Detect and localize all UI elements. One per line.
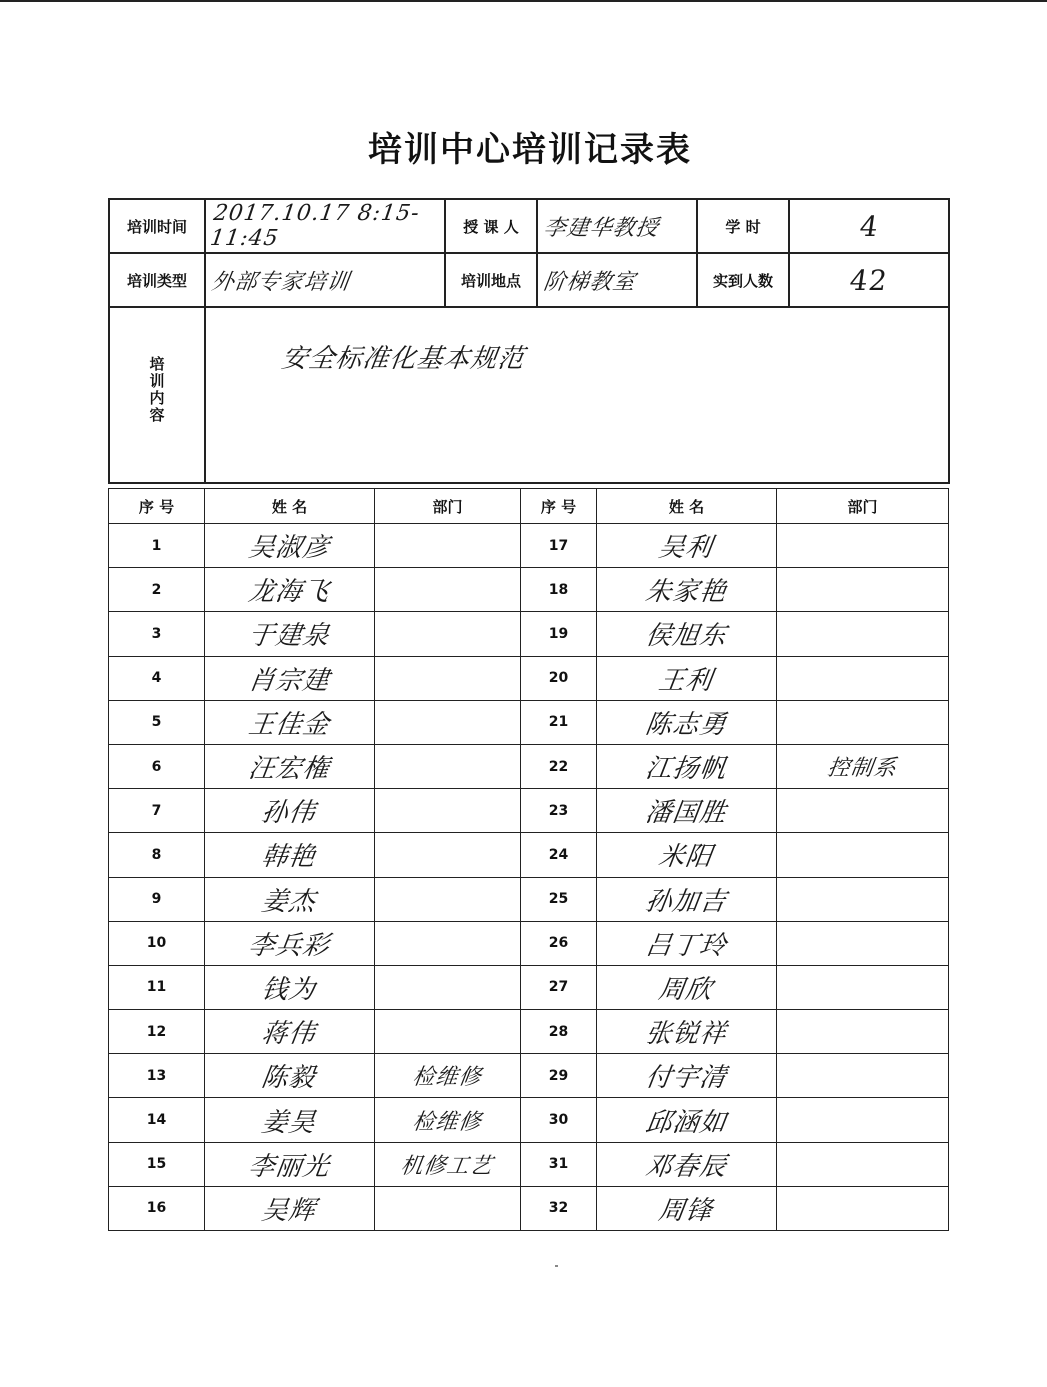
row-seq-right: 19 [521,612,597,656]
row-name-left [205,1142,375,1186]
table-row [109,1142,949,1186]
row-dept-right [777,1010,949,1054]
row-dept-left [375,1010,521,1054]
table-row [109,1186,949,1230]
row-name-right [597,568,777,612]
row-seq-right: 20 [521,656,597,700]
row-name-right [597,744,777,788]
col-dept-left: 部门 [375,489,521,524]
row-dept-right [777,921,949,965]
row-dept-left [375,965,521,1009]
row-name-right-text: 吴利 [657,533,716,564]
row-seq-left: 12 [109,1010,205,1054]
row-dept-right [777,612,949,656]
row-seq-left: 16 [109,1186,205,1230]
row-seq-right: 28 [521,1010,597,1054]
row-name-right [597,1010,777,1054]
teacher-value [537,199,697,253]
row-name-right [597,612,777,656]
row-seq-right: 32 [521,1186,597,1230]
content-text: 安全标准化基本规范 [279,344,527,374]
row-name-left [205,1010,375,1054]
row-seq-right: 21 [521,700,597,744]
row-dept-right [777,1142,949,1186]
top-border-line [0,0,1047,2]
row-dept-left-text: 检维修 [410,1065,484,1091]
hours-value [789,199,949,253]
row-name-right [597,877,777,921]
row-seq-left: 4 [109,656,205,700]
row-name-right-text: 张锐祥 [643,1019,729,1050]
row-seq-left: 13 [109,1054,205,1098]
row-dept-left [375,1142,521,1186]
row-seq-left: 15 [109,1142,205,1186]
content-row [109,307,949,483]
header-table [108,198,950,484]
training-place-label: 培训地点 [445,253,537,307]
row-dept-left [375,568,521,612]
row-name-right [597,1054,777,1098]
row-seq-right: 27 [521,965,597,1009]
row-name-left-text: 李兵彩 [246,930,332,961]
row-name-left-text: 姜杰 [260,886,319,917]
teacher-label: 授 课 人 [445,199,537,253]
row-name-left-text: 蒋伟 [260,1019,319,1050]
hours-text: 4 [857,209,881,243]
row-name-right-text: 米阳 [657,842,716,873]
row-dept-left [375,744,521,788]
hours-label: 学 时 [697,199,789,253]
row-dept-left [375,1054,521,1098]
row-seq-left: 6 [109,744,205,788]
row-dept-left [375,1098,521,1142]
row-dept-right [777,744,949,788]
attendance-label: 实到人数 [697,253,789,307]
training-type-text: 外部专家培训 [209,269,352,295]
row-name-left-text: 肖宗建 [246,665,332,696]
table-row [109,833,949,877]
row-dept-right [777,700,949,744]
row-name-right [597,1186,777,1230]
training-time-label: 培训时间 [109,199,205,253]
row-name-right-text: 付宇清 [643,1063,729,1094]
row-name-right [597,965,777,1009]
row-name-left-text: 陈毅 [260,1063,319,1094]
teacher-text: 李建华教授 [541,215,661,241]
row-name-right-text: 周锋 [657,1195,716,1226]
content-label-cell [109,307,205,483]
col-seq-left: 序 号 [109,489,205,524]
row-name-left-text: 孙伟 [260,798,319,829]
row-name-right-text: 邱涵如 [643,1107,729,1138]
row-seq-left: 5 [109,700,205,744]
row-name-left-text: 王佳金 [246,709,332,740]
row-dept-right [777,833,949,877]
row-dept-left [375,656,521,700]
row-dept-right-text: 控制系 [825,756,899,782]
row-name-right-text: 潘国胜 [643,798,729,829]
row-name-right [597,524,777,568]
row-dept-left-text: 检维修 [410,1109,484,1135]
row-name-left-text: 吴辉 [260,1195,319,1226]
table-row [109,877,949,921]
row-name-left [205,1098,375,1142]
row-name-right-text: 周欣 [657,974,716,1005]
row-seq-left: 14 [109,1098,205,1142]
row-seq-left: 10 [109,921,205,965]
row-seq-left: 11 [109,965,205,1009]
row-seq-right: 26 [521,921,597,965]
row-dept-right [777,524,949,568]
training-type-label: 培训类型 [109,253,205,307]
row-name-right [597,1142,777,1186]
table-row [109,1054,949,1098]
training-time-text: 2017.10.17 8:15-11:45 [208,201,422,251]
row-name-right [597,789,777,833]
row-seq-left: 1 [109,524,205,568]
row-name-right [597,921,777,965]
table-row [109,789,949,833]
row-dept-left [375,1186,521,1230]
training-type-value [205,253,445,307]
row-name-right [597,656,777,700]
row-name-right-text: 朱家艳 [643,577,729,608]
row-name-right-text: 陈志勇 [643,709,729,740]
row-seq-right: 29 [521,1054,597,1098]
row-name-left [205,700,375,744]
row-dept-right [777,656,949,700]
col-name-right: 姓 名 [597,489,777,524]
row-name-right [597,700,777,744]
attendance-roster [108,488,949,1231]
row-name-right-text: 江扬帆 [643,754,729,785]
row-name-right-text: 王利 [657,665,716,696]
table-row [109,524,949,568]
page-title: 培训中心培训记录表 [368,130,692,170]
roster-header-row [109,489,949,524]
table-row [109,568,949,612]
row-seq-right: 22 [521,744,597,788]
row-name-left-text: 于建泉 [246,621,332,652]
row-dept-left [375,789,521,833]
row-seq-left: 8 [109,833,205,877]
row-seq-left: 3 [109,612,205,656]
row-seq-right: 17 [521,524,597,568]
row-seq-right: 24 [521,833,597,877]
roster-body [109,524,949,1231]
row-dept-left-text: 机修工艺 [399,1153,495,1179]
attendance-value [789,253,949,307]
row-dept-left [375,612,521,656]
row-name-left [205,524,375,568]
table-row [109,921,949,965]
table-row [109,1098,949,1142]
row-dept-left [375,921,521,965]
row-name-left-text: 姜昊 [260,1107,319,1138]
row-name-left [205,744,375,788]
row-name-left [205,612,375,656]
col-seq-right: 序 号 [521,489,597,524]
row-seq-left: 9 [109,877,205,921]
header-row-1 [109,199,949,253]
row-seq-left: 7 [109,789,205,833]
row-name-right-text: 孙加吉 [643,886,729,917]
training-place-text: 阶梯教室 [541,269,638,295]
row-name-left-text: 汪宏権 [246,754,332,785]
row-name-left [205,1054,375,1098]
table-row [109,965,949,1009]
row-name-right [597,1098,777,1142]
scan-speck [555,1265,558,1267]
row-name-left [205,789,375,833]
col-dept-right: 部门 [777,489,949,524]
row-name-left-text: 李丽光 [246,1151,332,1182]
row-name-right [597,833,777,877]
row-name-left [205,921,375,965]
row-seq-right: 25 [521,877,597,921]
row-dept-right [777,789,949,833]
row-seq-right: 23 [521,789,597,833]
row-name-left-text: 吴淑彦 [246,533,332,564]
row-dept-right [777,1054,949,1098]
row-name-left [205,965,375,1009]
row-dept-right [777,965,949,1009]
row-seq-right: 30 [521,1098,597,1142]
row-name-right-text: 吕丁玲 [643,930,729,961]
row-dept-right [777,568,949,612]
row-seq-right: 31 [521,1142,597,1186]
row-dept-right [777,1186,949,1230]
row-dept-right [777,877,949,921]
attendance-text: 42 [847,263,891,297]
row-name-left [205,568,375,612]
table-row [109,700,949,744]
content-label: 培训内容 [149,355,165,424]
header-row-2 [109,253,949,307]
row-seq-left: 2 [109,568,205,612]
content-value-cell [205,307,949,483]
row-dept-right [777,1098,949,1142]
row-dept-left [375,833,521,877]
row-name-left [205,877,375,921]
row-name-left [205,1186,375,1230]
row-name-right-text: 邓春辰 [643,1151,729,1182]
table-row [109,1010,949,1054]
table-row [109,744,949,788]
row-dept-left [375,877,521,921]
row-name-left [205,656,375,700]
row-name-left-text: 龙海飞 [246,577,332,608]
training-place-value [537,253,697,307]
row-name-right-text: 侯旭东 [643,621,729,652]
row-name-left-text: 钱为 [260,974,319,1005]
training-time-value [205,199,445,253]
row-name-left [205,833,375,877]
col-name-left: 姓 名 [205,489,375,524]
row-seq-right: 18 [521,568,597,612]
table-row [109,612,949,656]
table-row [109,656,949,700]
row-dept-left [375,524,521,568]
row-name-left-text: 韩艳 [260,842,319,873]
row-dept-left [375,700,521,744]
